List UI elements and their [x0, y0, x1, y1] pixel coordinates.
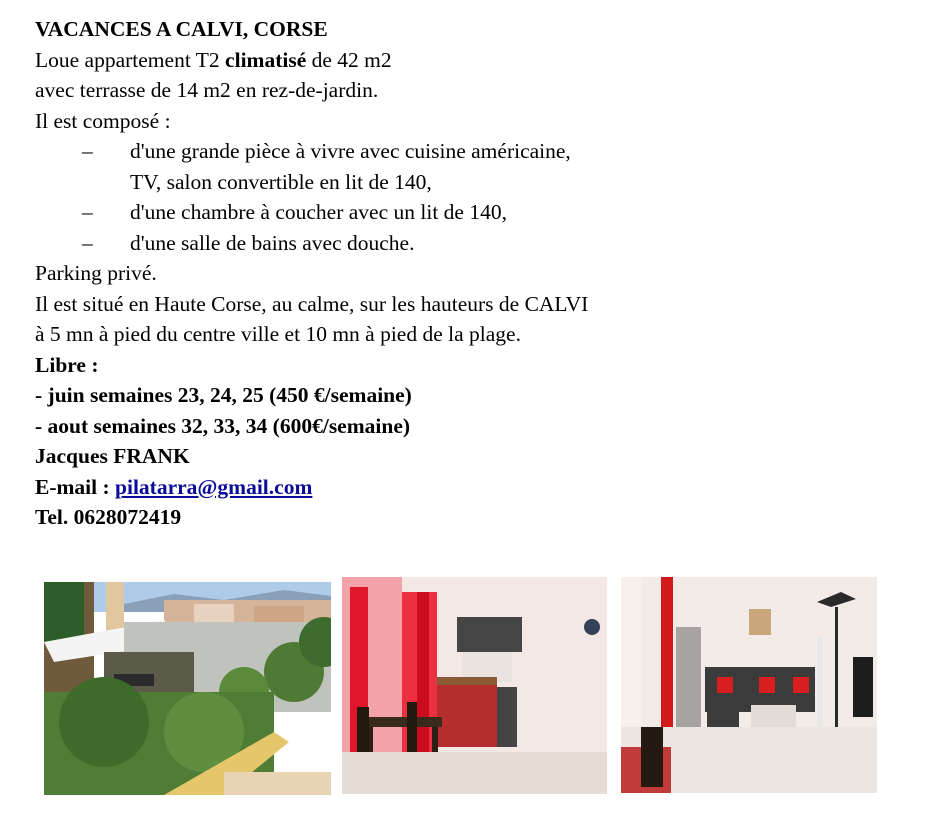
list-item-text: d'une chambre à coucher avec un lit de 140, [130, 200, 507, 224]
list-item-text: d'une grande pièce à vivre avec cuisine américaine, [130, 139, 571, 163]
compose-line: Il est composé : [35, 108, 171, 133]
parking-line: Parking privé. [35, 261, 157, 285]
intro-line [35, 45, 588, 76]
living-room-photo [621, 577, 877, 793]
location-line-2: à 5 mn à pied du centre ville et 10 mn à pied de la plage. [35, 322, 521, 346]
intro-text-2: de 42 m2 [306, 47, 392, 72]
bullet-dash: – [82, 139, 93, 163]
list-item-continuation: TV, salon convertible en lit de 140, [130, 169, 432, 194]
terrace-photo [44, 582, 331, 795]
email-label: E-mail : [35, 474, 116, 499]
bullet-dash: – [82, 230, 93, 255]
availability-heading: Libre : [35, 352, 99, 377]
list-item [35, 197, 588, 228]
phone-line: Tel. 0628072419 [35, 505, 182, 529]
bullet-dash: – [82, 200, 93, 224]
kitchen-photo [342, 577, 607, 794]
list-item-text: d'une salle de bains avec douche. [130, 230, 415, 255]
list-item [35, 136, 588, 167]
location-line-1: Il est situé en Haute Corse, au calme, sur les hauteurs de CALVI [35, 291, 589, 316]
availability-period-june: - juin semaines 23, 24, 25 (450 €/semaine) [35, 383, 412, 407]
listing-text [35, 14, 588, 533]
email-line [35, 472, 588, 503]
availability-period-august: - aout semaines 32, 33, 34 (600€/semaine) [35, 413, 411, 438]
email-link[interactable]: pilatarra@gmail.com [115, 474, 313, 499]
contact-name: Jacques FRANK [35, 444, 190, 468]
terrace-line: avec terrasse de 14 m2 en rez-de-jardin. [35, 78, 379, 102]
list-item [35, 228, 588, 259]
intro-bold-word: climatisé [225, 47, 307, 72]
intro-text-1: Loue appartement T2 [35, 47, 226, 72]
listing-title: VACANCES A CALVI, CORSE [35, 17, 328, 41]
